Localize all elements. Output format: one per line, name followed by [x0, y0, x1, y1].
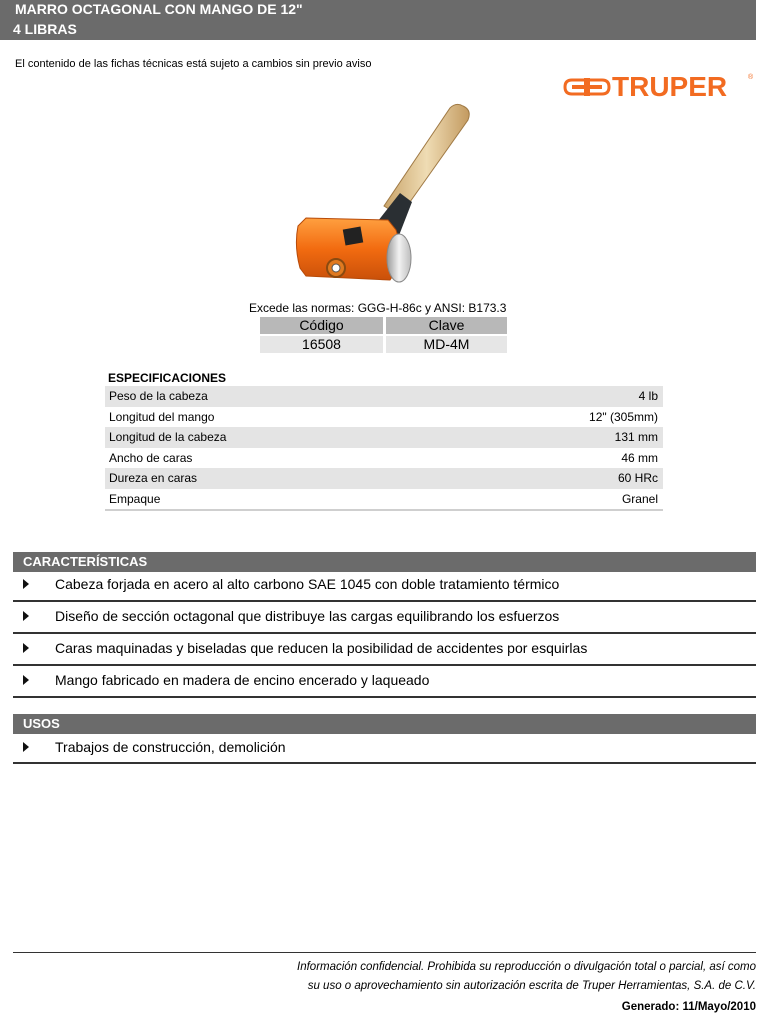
list-item-text: Caras maquinadas y biseladas que reducen la posibilidad de accidentes por esquirlas [55, 640, 588, 656]
spec-label: Longitud de la cabeza [109, 430, 227, 444]
spec-row [105, 407, 663, 428]
footer-confidential-line2: su uso o aprovechamiento sin autorización escrita de Truper Herramientas, S.A. de C.V. [307, 980, 756, 992]
list-item-text: Cabeza forjada en acero al alto carbono SAE 1045 con doble tratamiento térmico [55, 576, 560, 592]
bullet-arrow-icon [23, 742, 29, 752]
features-header [13, 552, 756, 572]
list-item [13, 602, 756, 634]
list-item-text: Diseño de sección octagonal que distribuye las cargas equilibrando los esfuerzos [55, 608, 560, 624]
spec-value: Granel [621, 491, 658, 506]
list-item-text: Mango fabricado en madera de encino encerado y laqueado [55, 672, 430, 688]
truper-logo [562, 70, 754, 104]
features-list [13, 570, 756, 698]
spec-label: Dureza en caras [109, 471, 198, 485]
list-item [13, 570, 756, 602]
spec-label: Peso de la cabeza [109, 389, 208, 403]
spec-row [105, 386, 663, 407]
code-value: 16508 [260, 336, 383, 353]
bullet-arrow-icon [23, 675, 29, 685]
uses-title: USOS [23, 716, 60, 731]
spec-value: 60 HRc [617, 471, 658, 485]
specs-table [105, 386, 663, 511]
spec-row [105, 427, 663, 448]
bullet-arrow-icon [23, 579, 29, 589]
spec-row [105, 468, 663, 489]
title-line-2: 4 LIBRAS [13, 21, 77, 37]
generated-date: Generado: 11/Mayo/2010 [621, 1001, 756, 1013]
spec-value: 12" (305mm) [589, 409, 658, 424]
spec-row [105, 489, 663, 510]
registered-mark: ® [748, 74, 754, 81]
features-title: CARACTERÍSTICAS [23, 554, 148, 569]
divider [105, 509, 663, 511]
sledgehammer-image [280, 98, 480, 298]
clave-value: MD-4M [386, 336, 507, 353]
list-item [13, 634, 756, 666]
notice-text: El contenido de las fichas técnicas está sujeto a cambios sin previo aviso [15, 58, 372, 70]
truper-emblem-icon [562, 70, 612, 104]
spec-row [105, 448, 663, 469]
list-item [13, 666, 756, 698]
list-item [13, 732, 756, 764]
spec-label: Ancho de caras [109, 450, 193, 465]
norms-text: Excede las normas: GGG-H-86c y ANSI: B173.3 [249, 301, 507, 315]
footer-confidential-line1: Información confidencial. Prohibida su reproducción o divulgación total o parcial, así como [297, 961, 756, 973]
truper-wordmark: TRUPER [612, 71, 728, 102]
title-bar [0, 0, 756, 40]
spec-label: Longitud del mango [109, 409, 215, 424]
uses-list [13, 732, 756, 764]
spec-value: 46 mm [621, 450, 658, 465]
bullet-arrow-icon [23, 643, 29, 653]
list-item-text: Trabajos de construcción, demolición [55, 739, 286, 755]
footer-divider [13, 952, 756, 953]
code-header: Código [260, 317, 383, 334]
spec-value: 4 lb [638, 389, 658, 403]
uses-header [13, 714, 756, 734]
spec-label: Empaque [109, 491, 161, 506]
title-line-1: MARRO OCTAGONAL CON MANGO DE 12" [15, 1, 303, 17]
bullet-arrow-icon [23, 611, 29, 621]
clave-header: Clave [386, 317, 507, 334]
spec-value: 131 mm [614, 430, 658, 444]
specs-title: ESPECIFICACIONES [108, 371, 227, 385]
